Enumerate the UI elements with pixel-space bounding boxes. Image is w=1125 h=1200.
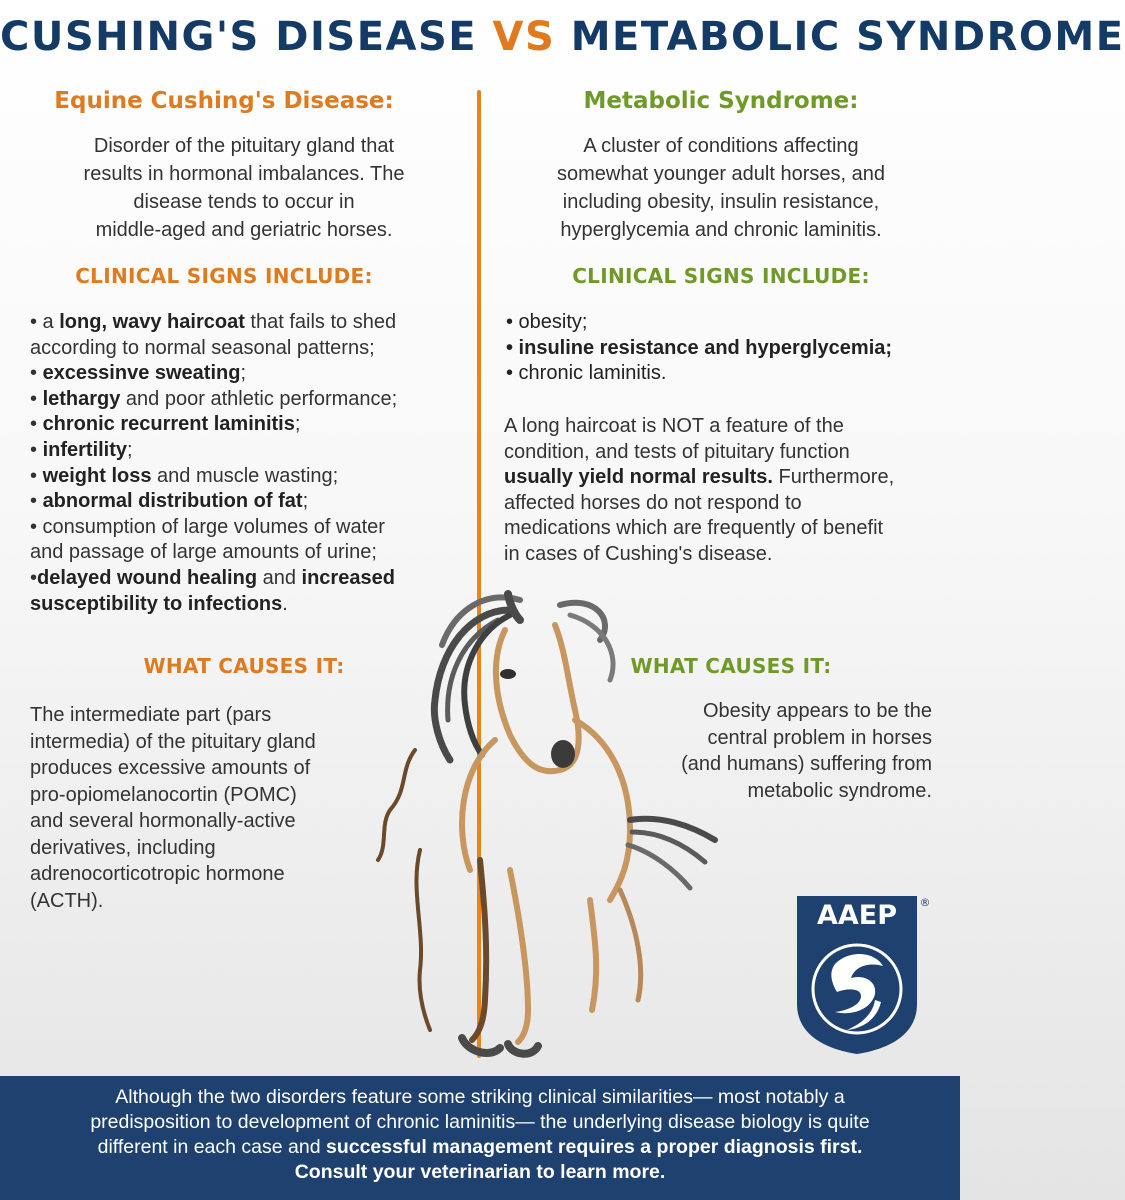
metabolic-note-line: affected horses do not respond to	[504, 491, 802, 514]
cushings-causes-line: produces excessive amounts of	[30, 757, 311, 779]
list-item: and passage of large amounts of urine;	[30, 541, 377, 564]
cushings-causes-line: adrenocorticotropic hormone	[30, 863, 285, 885]
title-part-metabolic: METABOLIC SYNDROME	[555, 14, 1125, 60]
cushings-description-line: middle-aged and geriatric horses.	[95, 219, 393, 241]
metabolic-description-line: somewhat younger adult horses, and	[557, 163, 885, 185]
page-title	[0, 14, 1125, 60]
horse-illustration	[360, 570, 740, 1070]
cushings-signs-list	[30, 310, 470, 617]
metabolic-description	[496, 132, 946, 244]
registered-mark: ®	[919, 896, 931, 909]
list-item: • excessinve sweating;	[30, 362, 247, 385]
list-item: • weight loss and muscle wasting;	[30, 464, 339, 487]
cushings-description	[20, 132, 468, 244]
metabolic-note-line: usually yield normal results. Furthermore,	[504, 466, 895, 489]
cushings-causes-line: The intermediate part (pars	[30, 704, 272, 726]
cushings-causes-line: intermedia) of the pituitary gland	[30, 730, 316, 753]
cushings-heading: Equine Cushing's Disease:	[54, 88, 394, 114]
list-item: •delayed wound healing and increased	[30, 566, 395, 589]
list-item: • abnormal distribution of fat;	[30, 490, 309, 513]
list-item: • infertility;	[30, 438, 133, 461]
footer-banner	[0, 1076, 960, 1200]
cushings-description-line: results in hormonal imbalances. The	[83, 163, 405, 185]
cushings-signs-heading: CLINICAL SIGNS INCLUDE:	[75, 264, 373, 288]
cushings-causes-line: derivatives, including	[30, 836, 216, 859]
footer-line: Although the two disorders feature some striking clinical similarities— most notably a	[115, 1086, 845, 1108]
metabolic-signs-list	[506, 310, 946, 387]
metabolic-description-line: including obesity, insulin resistance,	[562, 191, 880, 213]
list-item: • chronic laminitis.	[506, 362, 667, 385]
list-item: • chronic recurrent laminitis;	[30, 413, 301, 436]
list-item: susceptibility to infections.	[30, 592, 288, 615]
metabolic-description-line: A cluster of conditions affecting	[583, 135, 859, 157]
cushings-description-line: Disorder of the pituitary gland that	[93, 135, 395, 157]
title-vs: VS	[492, 14, 556, 60]
metabolic-note	[504, 414, 948, 568]
metabolic-causes-text	[576, 698, 932, 804]
list-item: • a long, wavy haircoat that fails to shed	[30, 311, 397, 333]
metabolic-note-line: A long haircoat is NOT a feature of the	[504, 415, 844, 437]
metabolic-heading: Metabolic Syndrome:	[583, 88, 859, 114]
cushings-causes-line: (ACTH).	[30, 889, 104, 912]
metabolic-note-line: medications which are frequently of benefit	[504, 517, 884, 540]
cushings-causes-text	[30, 702, 390, 914]
list-item: • consumption of large volumes of water	[30, 515, 385, 538]
metabolic-signs-heading: CLINICAL SIGNS INCLUDE:	[572, 264, 870, 288]
cushings-causes-line: and several hormonally-active	[30, 810, 296, 832]
list-item: • lethargy and poor athletic performance;	[30, 387, 398, 410]
footer-line: different in each case and successful management requires a proper diagnosis first.	[97, 1136, 863, 1158]
metabolic-causes-line: Obesity appears to be the	[702, 700, 932, 722]
footer-cta: Consult your veterinarian to learn more.	[294, 1161, 666, 1183]
metabolic-note-line: in cases of Cushing's disease.	[504, 542, 773, 565]
title-part-cushings: CUSHING'S DISEASE	[0, 14, 493, 60]
metabolic-description-line: hyperglycemia and chronic laminitis.	[560, 219, 882, 241]
list-item: according to normal seasonal patterns;	[30, 336, 375, 359]
list-item: • insuline resistance and hyperglycemia;	[506, 336, 893, 359]
aaep-logo-text: AAEP	[816, 900, 898, 931]
metabolic-causes-line: central problem in horses	[707, 726, 932, 749]
cushings-causes-heading: WHAT CAUSES IT:	[143, 654, 345, 678]
list-item: • obesity;	[506, 311, 588, 333]
cushings-description-line: disease tends to occur in	[133, 191, 355, 213]
footer-line: predisposition to development of chronic laminitis— the underlying disease biology is quite	[90, 1111, 870, 1133]
metabolic-causes-line: (and humans) suffering from	[681, 753, 932, 775]
cushings-causes-line: pro-opiomelanocortin (POMC)	[30, 783, 297, 806]
metabolic-note-line: condition, and tests of pituitary function	[504, 440, 850, 463]
aaep-logo	[795, 894, 935, 1059]
metabolic-causes-line: metabolic syndrome.	[747, 779, 932, 802]
metabolic-causes-heading: WHAT CAUSES IT:	[630, 654, 832, 678]
